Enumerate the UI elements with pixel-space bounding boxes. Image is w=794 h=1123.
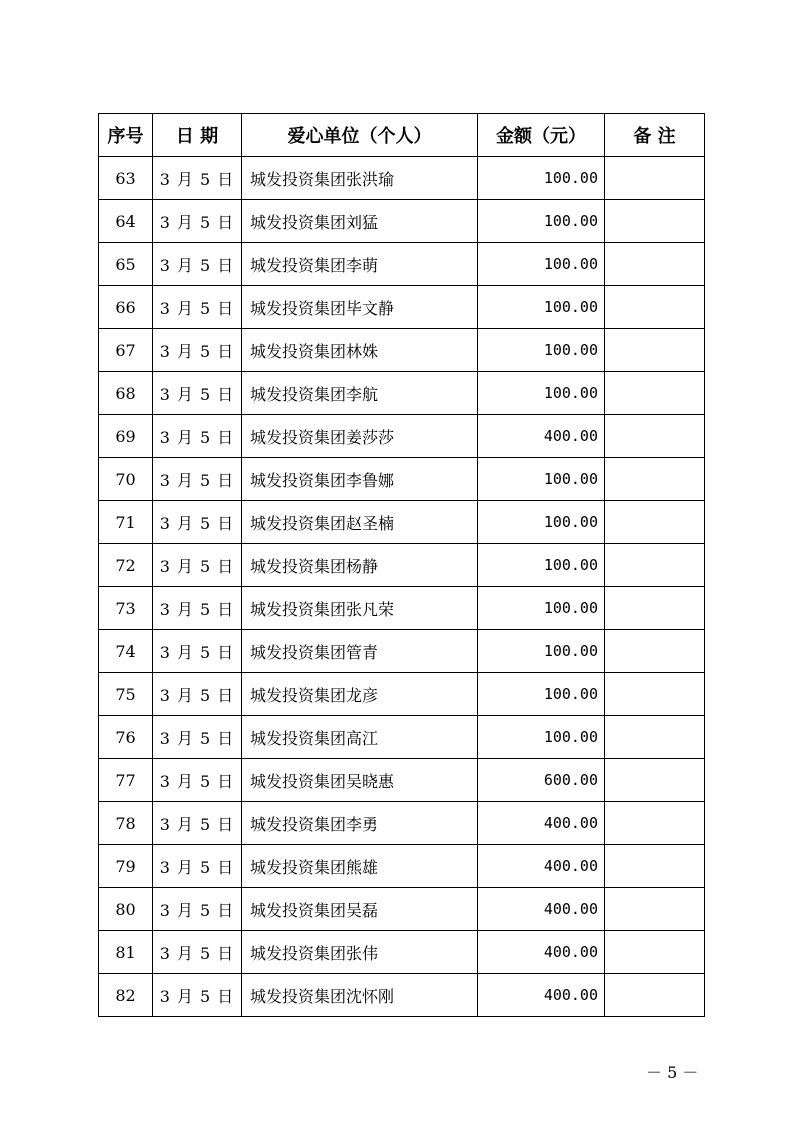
cell-remark <box>605 372 705 415</box>
cell-donor: 城发投资集团沈怀刚 <box>242 974 478 1017</box>
cell-donor: 城发投资集团龙彦 <box>242 673 478 716</box>
table-row <box>99 329 705 372</box>
cell-amount: 100.00 <box>478 458 605 501</box>
cell-remark <box>605 329 705 372</box>
table-row <box>99 974 705 1017</box>
cell-date: 3 月 5 日 <box>153 372 242 415</box>
page-number: － 5 － <box>646 1063 699 1082</box>
cell-remark <box>605 286 705 329</box>
table-row <box>99 458 705 501</box>
cell-remark <box>605 587 705 630</box>
cell-donor: 城发投资集团李鲁娜 <box>242 458 478 501</box>
table-row <box>99 243 705 286</box>
cell-date: 3 月 5 日 <box>153 974 242 1017</box>
cell-seq: 77 <box>99 759 153 802</box>
table-body <box>99 157 705 1017</box>
cell-remark <box>605 544 705 587</box>
cell-remark <box>605 415 705 458</box>
cell-remark <box>605 200 705 243</box>
table-row <box>99 759 705 802</box>
cell-amount: 400.00 <box>478 974 605 1017</box>
cell-donor: 城发投资集团赵圣楠 <box>242 501 478 544</box>
cell-date: 3 月 5 日 <box>153 931 242 974</box>
cell-date: 3 月 5 日 <box>153 243 242 286</box>
cell-date: 3 月 5 日 <box>153 845 242 888</box>
donation-table-container <box>98 113 704 1017</box>
cell-date: 3 月 5 日 <box>153 759 242 802</box>
cell-amount: 100.00 <box>478 329 605 372</box>
table-row <box>99 372 705 415</box>
cell-amount: 400.00 <box>478 888 605 931</box>
cell-remark <box>605 974 705 1017</box>
cell-seq: 81 <box>99 931 153 974</box>
table-row <box>99 415 705 458</box>
cell-remark <box>605 759 705 802</box>
cell-seq: 70 <box>99 458 153 501</box>
cell-date: 3 月 5 日 <box>153 888 242 931</box>
cell-date: 3 月 5 日 <box>153 630 242 673</box>
header-remark: 备 注 <box>605 114 705 157</box>
cell-remark <box>605 716 705 759</box>
cell-remark <box>605 243 705 286</box>
cell-amount: 100.00 <box>478 587 605 630</box>
header-seq: 序号 <box>99 114 153 157</box>
header-date: 日 期 <box>153 114 242 157</box>
cell-date: 3 月 5 日 <box>153 802 242 845</box>
table-row <box>99 286 705 329</box>
cell-remark <box>605 802 705 845</box>
cell-seq: 64 <box>99 200 153 243</box>
cell-remark <box>605 931 705 974</box>
cell-donor: 城发投资集团高江 <box>242 716 478 759</box>
cell-donor: 城发投资集团张洪瑜 <box>242 157 478 200</box>
cell-amount: 100.00 <box>478 372 605 415</box>
cell-seq: 74 <box>99 630 153 673</box>
cell-donor: 城发投资集团李航 <box>242 372 478 415</box>
cell-donor: 城发投资集团刘猛 <box>242 200 478 243</box>
cell-seq: 67 <box>99 329 153 372</box>
table-row <box>99 716 705 759</box>
cell-remark <box>605 888 705 931</box>
cell-date: 3 月 5 日 <box>153 716 242 759</box>
cell-seq: 79 <box>99 845 153 888</box>
cell-donor: 城发投资集团林姝 <box>242 329 478 372</box>
cell-date: 3 月 5 日 <box>153 544 242 587</box>
header-amount: 金额（元） <box>478 114 605 157</box>
cell-amount: 100.00 <box>478 157 605 200</box>
cell-donor: 城发投资集团吴磊 <box>242 888 478 931</box>
cell-seq: 63 <box>99 157 153 200</box>
cell-date: 3 月 5 日 <box>153 200 242 243</box>
table-row <box>99 501 705 544</box>
cell-date: 3 月 5 日 <box>153 286 242 329</box>
cell-date: 3 月 5 日 <box>153 329 242 372</box>
cell-amount: 100.00 <box>478 501 605 544</box>
cell-donor: 城发投资集团管青 <box>242 630 478 673</box>
cell-amount: 100.00 <box>478 200 605 243</box>
cell-date: 3 月 5 日 <box>153 458 242 501</box>
cell-seq: 68 <box>99 372 153 415</box>
cell-date: 3 月 5 日 <box>153 157 242 200</box>
cell-amount: 100.00 <box>478 243 605 286</box>
cell-remark <box>605 458 705 501</box>
cell-donor: 城发投资集团张伟 <box>242 931 478 974</box>
table-row <box>99 931 705 974</box>
cell-remark <box>605 157 705 200</box>
table-row <box>99 587 705 630</box>
cell-amount: 100.00 <box>478 544 605 587</box>
table-row <box>99 802 705 845</box>
cell-remark <box>605 673 705 716</box>
table-row <box>99 888 705 931</box>
cell-seq: 80 <box>99 888 153 931</box>
cell-amount: 100.00 <box>478 673 605 716</box>
cell-donor: 城发投资集团李勇 <box>242 802 478 845</box>
cell-donor: 城发投资集团姜莎莎 <box>242 415 478 458</box>
cell-donor: 城发投资集团杨静 <box>242 544 478 587</box>
cell-donor: 城发投资集团吴晓惠 <box>242 759 478 802</box>
cell-donor: 城发投资集团李萌 <box>242 243 478 286</box>
cell-seq: 75 <box>99 673 153 716</box>
cell-date: 3 月 5 日 <box>153 415 242 458</box>
table-row <box>99 673 705 716</box>
cell-seq: 76 <box>99 716 153 759</box>
table-row <box>99 157 705 200</box>
cell-amount: 100.00 <box>478 286 605 329</box>
cell-date: 3 月 5 日 <box>153 673 242 716</box>
donation-table <box>98 113 705 1017</box>
header-donor: 爱心单位（个人） <box>242 114 478 157</box>
table-row <box>99 544 705 587</box>
table-row <box>99 200 705 243</box>
cell-date: 3 月 5 日 <box>153 587 242 630</box>
cell-seq: 65 <box>99 243 153 286</box>
cell-amount: 100.00 <box>478 630 605 673</box>
cell-donor: 城发投资集团张凡荣 <box>242 587 478 630</box>
cell-seq: 78 <box>99 802 153 845</box>
cell-seq: 69 <box>99 415 153 458</box>
cell-seq: 71 <box>99 501 153 544</box>
cell-donor: 城发投资集团毕文静 <box>242 286 478 329</box>
table-row <box>99 630 705 673</box>
cell-remark <box>605 845 705 888</box>
cell-remark <box>605 501 705 544</box>
cell-amount: 400.00 <box>478 845 605 888</box>
cell-seq: 82 <box>99 974 153 1017</box>
cell-amount: 100.00 <box>478 716 605 759</box>
cell-remark <box>605 630 705 673</box>
cell-donor: 城发投资集团熊雄 <box>242 845 478 888</box>
cell-seq: 73 <box>99 587 153 630</box>
table-row <box>99 845 705 888</box>
cell-amount: 400.00 <box>478 931 605 974</box>
cell-seq: 72 <box>99 544 153 587</box>
cell-amount: 400.00 <box>478 802 605 845</box>
cell-seq: 66 <box>99 286 153 329</box>
table-header-row <box>99 114 705 157</box>
cell-date: 3 月 5 日 <box>153 501 242 544</box>
cell-amount: 400.00 <box>478 415 605 458</box>
cell-amount: 600.00 <box>478 759 605 802</box>
